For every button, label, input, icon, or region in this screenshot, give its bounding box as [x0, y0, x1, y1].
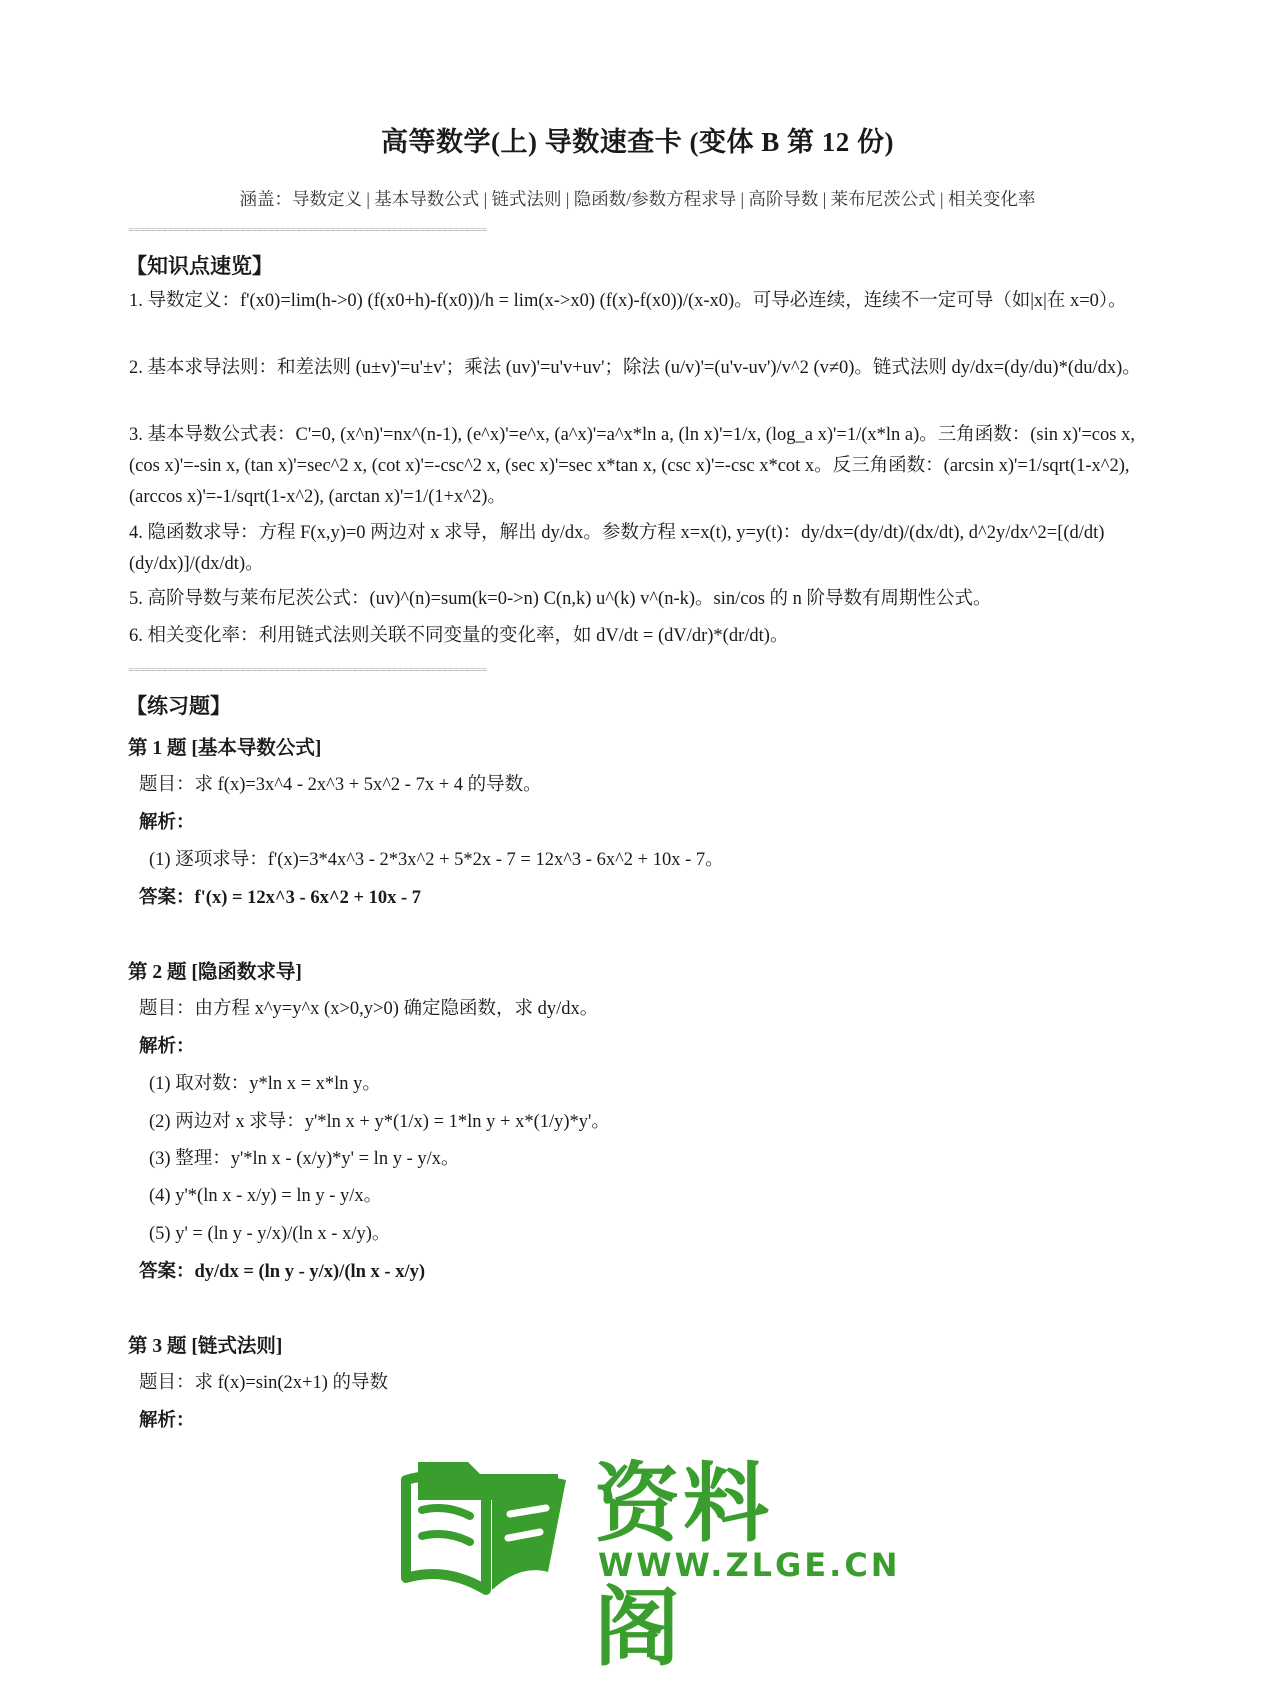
- page-subtitle: 涵盖：导数定义 | 基本导数公式 | 链式法则 | 隐函数/参数方程求导 | 高阶导数 | 莱布尼茨公式 | 相关变化率: [239, 189, 1036, 209]
- divider-rule: ================================================================: [128, 224, 487, 236]
- watermark-brand-name: 资料阁: [594, 1454, 772, 1678]
- knowledge-heading: 【知识点速览】: [126, 254, 273, 278]
- question-2-step-3: (3) 整理：y'*ln x - (x/y)*y' = ln y - y/x。: [149, 1149, 460, 1169]
- watermark-logo: [398, 1440, 901, 1678]
- question-2-answer: 答案：dy/dx = (ln y - y/x)/(ln x - x/y): [139, 1262, 426, 1282]
- question-2-text: 题目：由方程 x^y=y^x (x>0,y>0) 确定隐函数，求 dy/dx。: [139, 999, 599, 1019]
- question-2-analysis-label: 解析：: [139, 1037, 195, 1057]
- practice-heading: 【练习题】: [126, 694, 231, 718]
- page-title: 高等数学(上) 导数速查卡 (变体 B 第 12 份): [381, 127, 894, 157]
- question-2-step-1: (1) 取对数：y*ln x = x*ln y。: [149, 1074, 381, 1094]
- question-2-step-5: (5) y' = (ln y - y/x)/(ln x - x/y)。: [149, 1224, 391, 1244]
- question-1-analysis-label: 解析：: [139, 813, 195, 833]
- question-2-step-2: (2) 两边对 x 求导：y'*ln x + y*(1/x) = 1*ln y + x*(1/y)*y'。: [149, 1112, 610, 1132]
- question-1-step-1: (1) 逐项求导：f'(x)=3*4x^3 - 2*3x^2 + 5*2x - 7 = 12x^3 - 6x^2 + 10x - 7。: [149, 850, 724, 870]
- question-2-heading: 第 2 题 [隐函数求导]: [128, 962, 302, 983]
- question-3-heading: 第 3 题 [链式法则]: [128, 1336, 283, 1357]
- knowledge-item-4: 4. 隐函数求导：方程 F(x,y)=0 两边对 x 求导，解出 dy/dx。参数方程 x=x(t), y=y(t)：dy/dx=(dy/dt)/(dx/dt), d^2y/dx^2=[(d/dt)(dy/dx)]/(dx/dt)。: [129, 523, 1105, 574]
- question-1-heading: 第 1 题 [基本导数公式]: [128, 738, 322, 759]
- knowledge-item-5: 5. 高阶导数与莱布尼茨公式：(uv)^(n)=sum(k=0->n) C(n,k) u^(k) v^(n-k)。sin/cos 的 n 阶导数有周期性公式。: [129, 589, 992, 609]
- knowledge-item-2: 2. 基本求导法则：和差法则 (u±v)'=u'±v'；乘法 (uv)'=u'v+uv'；除法 (u/v)'=(u'v-uv')/v^2 (v≠0)。链式法则 dy/dx=(dy/du)*(du/dx)。: [129, 358, 1141, 378]
- question-3-analysis-label: 解析：: [139, 1411, 195, 1431]
- question-1-answer: 答案：f'(x) = 12x^3 - 6x^2 + 10x - 7: [139, 888, 422, 908]
- watermark-url: WWW.ZLGE.CN: [598, 1546, 901, 1584]
- question-1-text: 题目：求 f(x)=3x^4 - 2x^3 + 5x^2 - 7x + 4 的导数。: [139, 775, 542, 795]
- question-3-text: 题目：求 f(x)=sin(2x+1) 的导数: [139, 1373, 389, 1393]
- book-folder-icon: [398, 1440, 578, 1600]
- divider-rule: ================================================================: [128, 664, 487, 676]
- question-2-step-4: (4) y'*(ln x - x/y) = ln y - y/x。: [149, 1186, 383, 1206]
- knowledge-item-1: 1. 导数定义：f'(x0)=lim(h->0) (f(x0+h)-f(x0))/h = lim(x->x0) (f(x)-f(x0))/(x-x0)。可导必连续，连续不一定可导（如|x|在 x=0）。: [129, 291, 1127, 311]
- knowledge-item-6: 6. 相关变化率：利用链式法则关联不同变量的变化率，如 dV/dt = (dV/dr)*(dr/dt)。: [129, 626, 789, 646]
- knowledge-item-3: 3. 基本导数公式表：C'=0, (x^n)'=nx^(n-1), (e^x)'=e^x, (a^x)'=a^x*ln a, (ln x)'=1/x, (log_a x)'=1/(x*ln a)。三角函数：(sin x)'=cos x, (cos x)'=-sin x, (tan x)'=sec^2 x, (cot x)'=-csc^2 x, (sec x)'=sec x*tan x, (csc x)'=-csc x*cot x。反三角函数：(arcsin x)'=1/sqrt(1-x^2), (arccos x)'=-1/sqrt(1-x^2), (arctan x)'=1/(1+x^2)。: [129, 425, 1135, 507]
